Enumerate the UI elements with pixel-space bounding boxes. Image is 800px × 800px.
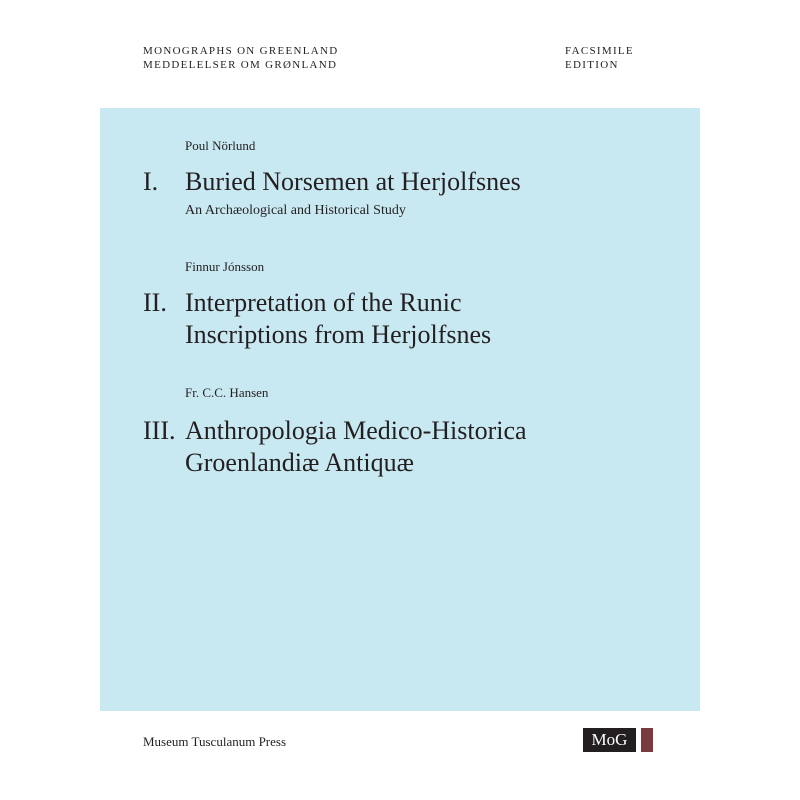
numeral-2: II. bbox=[143, 288, 167, 317]
publisher-name: Museum Tusculanum Press bbox=[143, 734, 287, 749]
mog-logo: MoG bbox=[583, 728, 636, 752]
title-3-line1: Anthropologia Medico-Historica bbox=[185, 416, 527, 445]
title-3-line2: Groenlandiæ Antiquæ bbox=[185, 448, 414, 477]
author-1: Poul Nörlund bbox=[185, 138, 256, 153]
edition-label-line1: FACSIMILE bbox=[565, 45, 634, 57]
numeral-1: I. bbox=[143, 167, 159, 196]
author-2: Finnur Jónsson bbox=[185, 259, 265, 274]
author-3: Fr. C.C. Hansen bbox=[185, 385, 269, 400]
series-title bbox=[143, 44, 339, 72]
edition-label bbox=[565, 44, 634, 72]
logo-accent-bar bbox=[641, 728, 653, 752]
title-2-line1: Interpretation of the Runic bbox=[185, 288, 462, 317]
numeral-3: III. bbox=[143, 416, 176, 445]
title-1: Buried Norsemen at Herjolfsnes bbox=[185, 167, 521, 196]
series-title-english: MONOGRAPHS ON GREENLAND bbox=[143, 45, 339, 57]
edition-label-line2: EDITION bbox=[565, 59, 619, 71]
title-2-line2: Inscriptions from Herjolfsnes bbox=[185, 320, 492, 349]
subtitle-1: An Archæological and Historical Study bbox=[185, 203, 406, 218]
title-panel bbox=[100, 108, 700, 711]
series-title-danish: MEDDELELSER OM GRØNLAND bbox=[143, 59, 338, 71]
